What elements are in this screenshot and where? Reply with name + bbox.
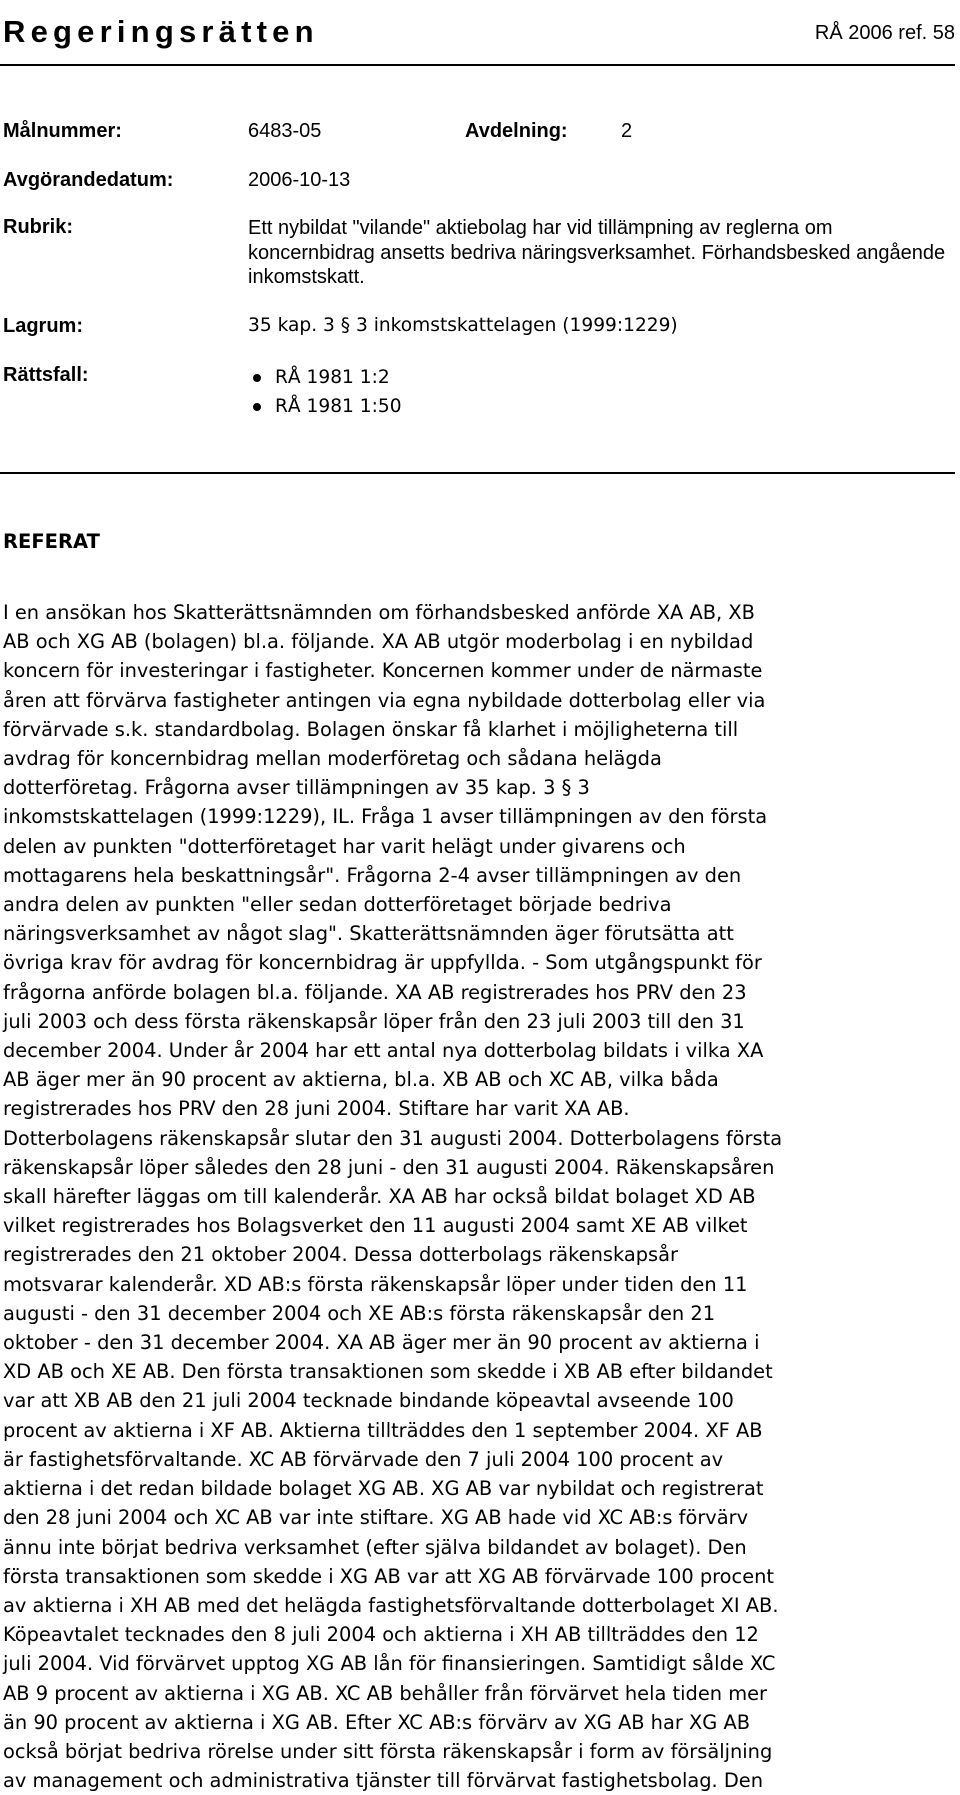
avdelning-label: Avdelning: [465,120,568,142]
court-name: Regeringsrätten [3,14,319,49]
rubrik-value: Ett nybildat "vilande" aktiebolag har vid tillämpning av reglerna om koncernbidrag ansetts bedriva näringsverksamhet. Förhandsbesked angående inkomstskatt. [248,217,946,288]
malnummer-value: 6483-05 [248,120,322,142]
rattsfall-link[interactable]: RÅ 1981 1:2 [275,367,390,388]
rattsfall-link[interactable]: RÅ 1981 1:50 [275,396,402,417]
bullet-icon [253,403,261,411]
rattsfall-item[interactable] [248,363,402,392]
referat-heading: REFERAT [3,530,100,553]
malnummer-label: Målnummer: [3,120,122,142]
rattsfall-item[interactable] [248,392,402,421]
header-divider [0,64,955,66]
rubrik-label: Rubrik: [3,216,73,238]
section-divider [0,472,955,474]
referat-body: I en ansökan hos Skatterättsnämnden om förhandsbesked anförde XA AB, XB AB och XG AB (bolagen) bl.a. följande. XA AB utgör moderbolag i en nybildad koncern för investeringar i fastigheter. Koncernen kommer under de närmaste åren att förvärva fastigheter antingen via egna nybildade dotterbolag eller via förvärvade s.k. standardbolag. Bolagen önskar få klarhet i möjligheterna till avdrag för koncernbidrag mellan moderföretag och sådana helägda dotterföretag. Frågorna avser tillämpningen av 35 kap. 3 § 3 inkomstskattelagen (1999:1229), IL. Fråga 1 avser tillämpningen av den första delen av punkten "dotterföretaget har varit helägt under givarens och mottagarens hela beskattningsår". Frågorna 2-4 avser tillämpningen av den andra delen av punkten "eller sedan dotterföretaget började bedriva näringsverksamhet av något slag". Skatterättsnämnden äger förutsätta att övriga krav för avdrag för koncernbidrag är uppfyllda. - Som utgångspunkt för frågorna anförde bolagen bl.a. följande. XA AB registrerades hos PRV den 23 juli 2003 och dess första räkenskapsår löper från den 23 juli 2003 till den 31 december 2004. Under år 2004 har ett antal nya dotterbolag bildats i vilka XA AB äger mer än 90 procent av aktierna, bl.a. XB AB och XC AB, vilka båda registrerades hos PRV den 28 juni 2004. Stiftare har varit XA AB. Dotterbolagens räkenskapsår slutar den 31 augusti 2004. Dotterbolagens första räkenskapsår löper således den 28 juni - den 31 augusti 2004. Räkenskapsåren skall härefter läggas om till kalenderår. XA AB har också bildat bolaget XD AB vilket registrerades hos Bolagsverket den 11 augusti 2004 samt XE AB vilket registrerades den 21 oktober 2004. Dessa dotterbolags räkenskapsår motsvarar kalenderår. XD AB:s första räkenskapsår löper under tiden den 11 augusti - den 31 december 2004 och XE AB:s första räkenskapsår den 21 oktober - den 31 december 2004. XA AB äger mer än 90 procent av aktierna i XD AB och XE AB. Den första transaktionen som skedde i XB AB efter bildandet var att XB AB den 21 juli 2004 tecknade bindande köpeavtal avseende 100 procent av aktierna i XF AB. Aktierna tillträddes den 1 september 2004. XF AB är fastighetsförvaltande. XC AB förvärvade den 7 juli 2004 100 procent av aktierna i det redan bildade bolaget XG AB. XG AB var nybildat och registrerat den 28 juni 2004 och XC AB var inte stiftare. XG AB hade vid XC AB:s förvärv ännu inte börjat bedriva verksamhet (efter själva bildandet av bolaget). Den första transaktionen som skedde i XG AB var att XG AB förvärvade 100 procent av aktierna i XH AB med det helägda fastighetsförvaltande dotterbolaget XI AB. Köpeavtalet tecknades den 8 juli 2004 och aktierna i XH AB tillträddes den 12 juli 2004. Vid förvärvet upptog XG AB lån för finansieringen. Samtidigt sålde XC AB 9 procent av aktierna i XG AB. XC AB behåller från förvärvet hela tiden mer än 90 procent av aktierna i XG AB. Efter XC AB:s förvärv av XG AB har XG AB också börjat bedriva rörelse under sitt första räkenskapsår i form av försäljning av management och administrativa tjänster till förvärvat fastighetsbolag. Den [3,601,783,1793]
avgorandedatum-label: Avgörandedatum: [3,169,174,191]
case-reference: RÅ 2006 ref. 58 [814,22,955,44]
lagrum-value: 35 kap. 3 § 3 inkomstskattelagen (1999:1229) [248,315,678,336]
avdelning-value: 2 [621,120,633,142]
bullet-icon [253,374,261,382]
page-header [0,0,955,64]
rattsfall-label: Rättsfall: [3,364,89,386]
rattsfall-list [248,363,402,421]
lagrum-label: Lagrum: [3,315,83,337]
avgorandedatum-value: 2006-10-13 [248,169,351,191]
